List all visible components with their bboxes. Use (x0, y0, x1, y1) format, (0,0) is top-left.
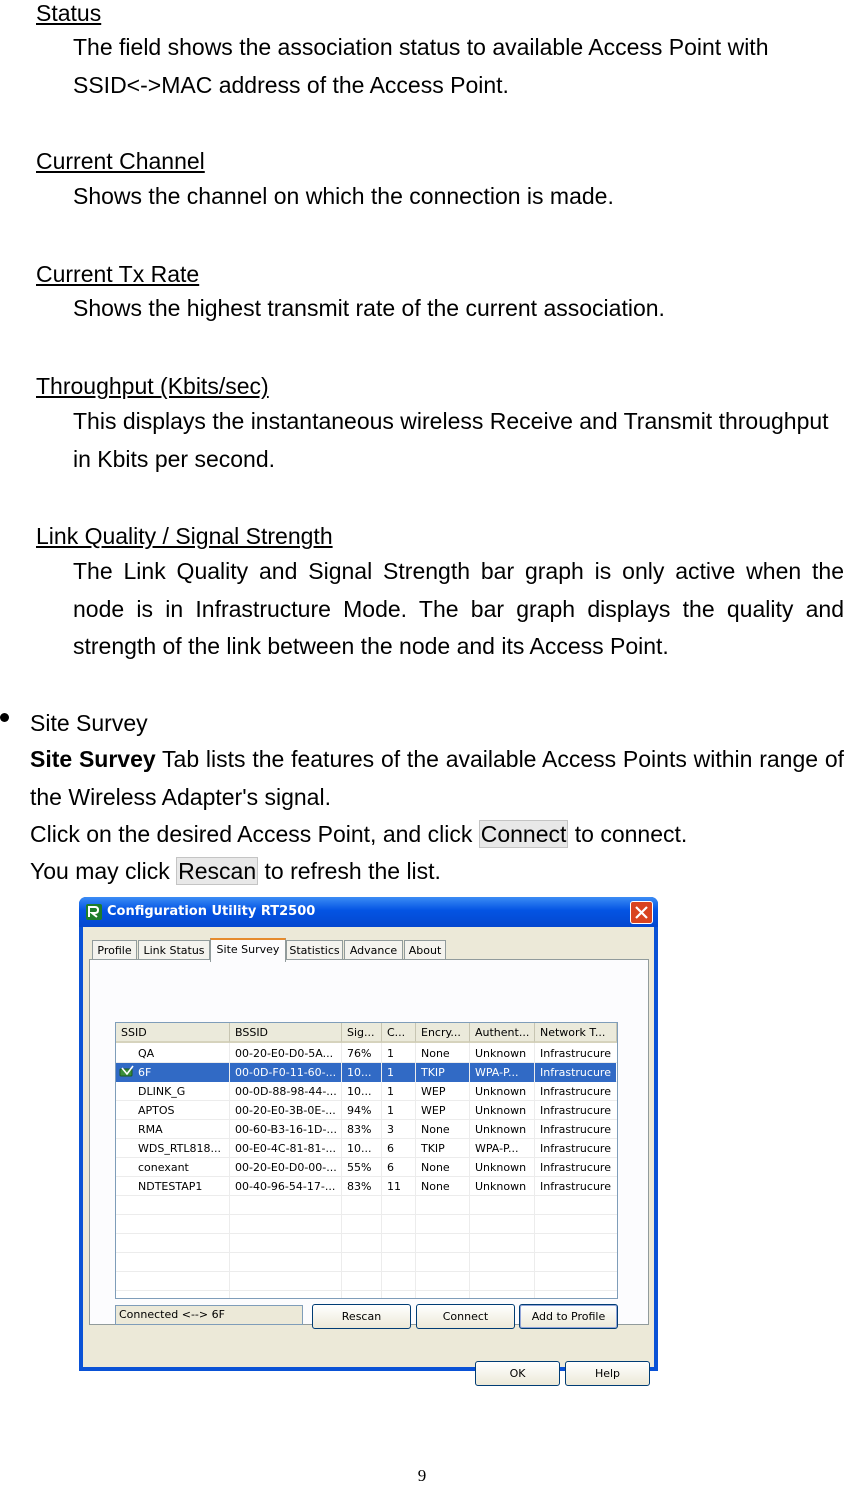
table-row[interactable] (116, 1177, 617, 1196)
cell-bssid: 00-E0-4C-81-81-... (235, 1142, 336, 1155)
cell-authentication: WPA-P... (475, 1142, 519, 1155)
grid-line (116, 1214, 617, 1215)
cell-signal: 10... (342, 1063, 381, 1082)
table-row[interactable] (116, 1063, 617, 1082)
close-button[interactable] (630, 901, 653, 924)
cell-signal: 76% (347, 1047, 372, 1060)
cell-network-type: Infrastrucure (540, 1142, 611, 1155)
cell-authentication: Unknown (475, 1047, 527, 1060)
status-description: The field shows the association status to available Access Point with SSID<->MAC address of the Access Point. (73, 34, 769, 98)
site-survey-bold: Site Survey (30, 746, 156, 772)
site-survey-bullet: Site Survey (30, 710, 148, 736)
status-heading: Status (36, 0, 102, 26)
cell-channel: 1 (387, 1104, 394, 1117)
column-header-signal[interactable]: Sig... (342, 1023, 382, 1043)
site-survey-text: Tab lists the features of the available Access Points within range of the Wireless Adapter's signal. (30, 746, 844, 810)
current-channel-heading: Current Channel (36, 148, 205, 174)
cell-signal: 94% (347, 1104, 372, 1117)
cell-ssid: RMA (138, 1123, 163, 1136)
cell-signal: 10... (347, 1142, 372, 1155)
cell-network-type: Infrastrucure (540, 1085, 611, 1098)
cell-encryption: None (421, 1180, 450, 1193)
cell-channel: 6 (387, 1161, 394, 1174)
cell-ssid: DLINK_G (138, 1085, 186, 1098)
connect-highlight: Connect (480, 821, 567, 847)
cell-network-type: Infrastrucure (540, 1180, 611, 1193)
help-button[interactable]: Help (565, 1361, 650, 1386)
cell-authentication: WPA-P... (470, 1063, 534, 1082)
link-quality-heading: Link Quality / Signal Strength (36, 523, 333, 549)
cell-signal: 55% (347, 1161, 372, 1174)
tab-statistics[interactable]: Statistics (286, 940, 343, 960)
column-header-channel[interactable]: C... (382, 1023, 416, 1043)
current-tx-rate-description: Shows the highest transmit rate of the current association. (73, 295, 665, 321)
connect-instruction-pre: Click on the desired Access Point, and click (30, 821, 479, 847)
cell-signal: 83% (347, 1180, 372, 1193)
connected-icon (119, 1065, 135, 1079)
table-row[interactable] (116, 1101, 617, 1120)
cell-ssid: 6F (116, 1063, 229, 1082)
app-logo-icon (86, 904, 102, 920)
cell-bssid: 00-0D-88-98-44-... (235, 1085, 337, 1098)
cell-authentication: Unknown (475, 1123, 527, 1136)
grid-line (116, 1271, 617, 1272)
current-tx-rate-heading: Current Tx Rate (36, 261, 200, 287)
rescan-instruction-post: to refresh the list. (258, 858, 441, 884)
cell-channel: 1 (382, 1063, 415, 1082)
column-header-bssid[interactable]: BSSID (230, 1023, 342, 1043)
rescan-highlight: Rescan (178, 858, 257, 884)
connect-instruction (30, 816, 844, 854)
rescan-instruction-pre: You may click (30, 858, 177, 884)
cell-bssid: 00-0D-F0-11-60-... (230, 1063, 341, 1082)
page-number: 9 (417, 1466, 427, 1485)
grid-line (116, 1233, 617, 1234)
cell-bssid: 00-40-96-54-17-... (235, 1180, 336, 1193)
cell-encryption: TKIP (421, 1142, 445, 1155)
tab-site-survey[interactable]: Site Survey (210, 938, 286, 962)
cell-network-type: Infrastrucure (540, 1104, 611, 1117)
tab-advance[interactable]: Advance (344, 940, 403, 960)
bullet-icon (0, 713, 9, 722)
cell-bssid: 00-20-E0-D0-00-... (235, 1161, 337, 1174)
cell-signal: 10... (347, 1085, 372, 1098)
cell-network-type: Infrastrucure (540, 1123, 611, 1136)
cell-encryption: TKIP (416, 1063, 469, 1082)
ok-button[interactable]: OK (475, 1361, 560, 1386)
cell-authentication: Unknown (475, 1104, 527, 1117)
cell-ssid: WDS_RTL818... (138, 1142, 222, 1155)
table-row[interactable] (116, 1044, 617, 1063)
link-quality-description: The Link Quality and Signal Strength bar graph is only active when the node is in Infrastructure Mode. The bar graph displays the quality and strength of the link between the node and its Access Point. (73, 558, 844, 659)
tab-about[interactable]: About (404, 940, 446, 960)
cell-authentication: Unknown (475, 1161, 527, 1174)
table-row[interactable] (116, 1082, 617, 1101)
rescan-instruction (30, 853, 844, 891)
throughput-heading: Throughput (Kbits/sec) (36, 373, 269, 399)
cell-encryption: None (421, 1123, 450, 1136)
cell-encryption: None (421, 1047, 450, 1060)
cell-signal: 83% (347, 1123, 372, 1136)
cell-authentication: Unknown (475, 1085, 527, 1098)
current-channel-description: Shows the channel on which the connection is made. (73, 183, 614, 209)
throughput-description: This displays the instantaneous wireless Receive and Transmit throughput in Kbits per second. (73, 408, 829, 472)
column-header-network-type[interactable]: Network T... (535, 1023, 617, 1043)
window-client (83, 927, 654, 1380)
cell-channel: 11 (387, 1180, 401, 1193)
connect-instruction-post: to connect. (568, 821, 688, 847)
connection-status: Connected <--> 6F (115, 1305, 303, 1325)
cell-bssid: 00-60-B3-16-1D-... (235, 1123, 337, 1136)
connect-button[interactable]: Connect (416, 1304, 515, 1329)
add-to-profile-button[interactable]: Add to Profile (519, 1304, 618, 1329)
cell-channel: 1 (387, 1047, 394, 1060)
cell-network-type: Infrastrucure (535, 1063, 616, 1082)
table-row[interactable] (116, 1139, 617, 1158)
access-point-list[interactable] (115, 1022, 618, 1299)
window-title: Configuration Utility RT2500 (107, 904, 316, 919)
config-utility-window (79, 897, 658, 1380)
column-header-encryption[interactable]: Encry... (416, 1023, 470, 1043)
cell-ssid: QA (138, 1047, 155, 1060)
cell-ssid: NDTESTAP1 (138, 1180, 203, 1193)
cell-encryption: WEP (421, 1104, 446, 1117)
table-row[interactable] (116, 1158, 617, 1177)
cell-bssid: 00-20-E0-3B-0E-... (235, 1104, 336, 1117)
grid-line (116, 1252, 617, 1253)
column-header-authentication[interactable]: Authent... (470, 1023, 535, 1043)
cell-channel: 1 (387, 1085, 394, 1098)
tab-link-status[interactable]: Link Status (138, 940, 210, 960)
cell-encryption: WEP (421, 1085, 446, 1098)
grid-line (116, 1290, 617, 1291)
tab-profile[interactable]: Profile (92, 940, 137, 960)
cell-encryption: None (421, 1161, 450, 1174)
cell-bssid: 00-20-E0-D0-5A... (235, 1047, 334, 1060)
cell-network-type: Infrastrucure (540, 1161, 611, 1174)
title-bar (79, 897, 658, 927)
table-row[interactable] (116, 1120, 617, 1139)
site-survey-paragraph (30, 741, 844, 816)
cell-channel: 3 (387, 1123, 394, 1136)
cell-network-type: Infrastrucure (540, 1047, 611, 1060)
cell-ssid: conexant (138, 1161, 189, 1174)
close-icon (635, 906, 648, 919)
cell-authentication: Unknown (475, 1180, 527, 1193)
cell-channel: 6 (387, 1142, 394, 1155)
rescan-button[interactable]: Rescan (312, 1304, 411, 1329)
cell-ssid: APTOS (138, 1104, 175, 1117)
column-header-ssid[interactable]: SSID (116, 1023, 230, 1043)
